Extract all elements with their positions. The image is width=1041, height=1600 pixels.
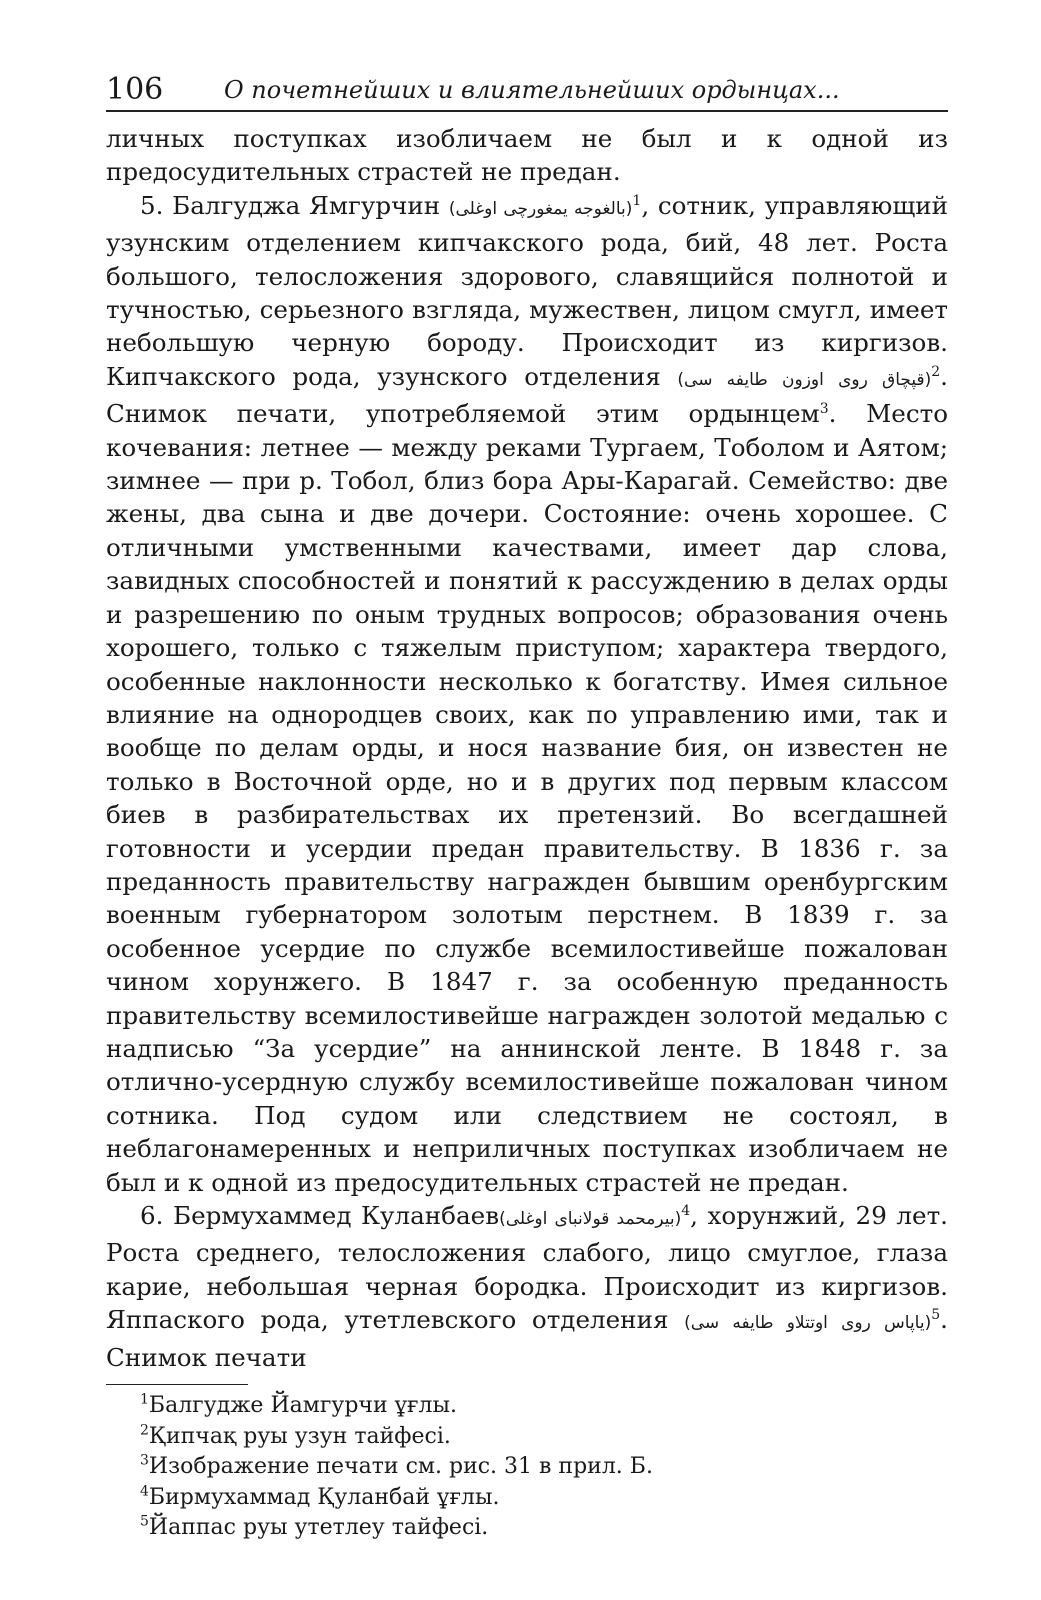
footnote-ref-3: 3 [819, 401, 829, 418]
book-page [106, 64, 948, 1544]
paragraph-continuation: личных поступках изобличаем не был и к одной из предосудительных страстей не предан. [106, 124, 948, 187]
page-number: 106 [106, 72, 164, 107]
footnote-4 [140, 1483, 948, 1514]
paragraph-entry-6 [106, 1199, 948, 1374]
footnote-1 [140, 1391, 948, 1422]
footnote-text: Бирмухаммад Қуланбай ұғлы. [148, 1484, 500, 1510]
footnote-ref-4: 4 [681, 1202, 691, 1219]
footnote-3 [140, 1452, 948, 1483]
footnotes [106, 1391, 948, 1544]
running-title: О почетнейших и влиятельнейших ордынцах... [224, 76, 840, 104]
footnote-text: Изображение печати см. рис. 31 в прил. Б. [148, 1454, 653, 1480]
footnote-rule [106, 1384, 248, 1385]
footnote-ref-5: 5 [931, 1307, 941, 1324]
page-header [106, 64, 948, 108]
footnote-2 [140, 1422, 948, 1453]
footnote-number: 3 [140, 1452, 149, 1469]
footnote-number: 4 [140, 1483, 149, 1500]
footnote-text: Йаппас руы утетлеу тайфесі. [148, 1515, 489, 1541]
footnote-text: Қипчақ руы узун тайфесі. [148, 1423, 451, 1449]
footnote-5 [140, 1513, 948, 1544]
entry-6-text-1: , хорунжий, 29 лет. Роста среднего, телосложения слабого, лицо смуглое, глаза карие, небольшая черная бородка. Происходит из киргизов. Яппаского рода, утетлевского отделения [106, 1201, 948, 1335]
entry-5-text-3: . Место кочевания: летнее — между реками Тургаем, Тоболом и Аятом; зимнее — при р. Тобол, близ бора Ары-Карагай. Семейство: две жены, два сына и две дочери. Состояние: очень хорошее. С отличными умственными качествами, имеет дар слова, завидных способностей и понятий к рассуждению в делах орды и разрешению по оным трудных вопросов; образования очень хорошего, только с тяжелым приступом; характера твердого, особенные наклонности несколько к богатству. Имея сильное влияние на однородцев своих, как по управлению ими, так и вообще по делам орды, и нося название бия, он известен не только в Восточной орде, но и в других под первым классом биев в разбирательствах их претензий. Во всегдашней готовности и усердии предан правительству. В 1836 г. за преданность правительству награжден бывшим оренбургским военным губернатором золотым перстнем. В 1839 г. за особенное усердие по службе всемилостивейше пожалован чином хорунжего. В 1847 г. за особенную преданность правительству всемилостивейше награжден золотой медалью с надписью “За усердие” на аннинской ленте. В 1848 г. за отлично-усердную службу всемилостивейше пожалован чином сотника. Под судом или следствием не состоял, в неблагонамеренных и неприличных поступках изобличаем не был и к одной из предосудительных страстей не предан. [106, 399, 949, 1197]
arabic-clan-entry-5: (قپچاق روی اوزون طایفه سی) [677, 369, 932, 390]
footnote-number: 1 [140, 1391, 149, 1408]
footnote-number: 5 [140, 1513, 149, 1530]
header-rule [106, 110, 948, 112]
entry-6-name: 6. Бермухаммед Куланбаев [140, 1201, 500, 1230]
footnote-number: 2 [140, 1422, 149, 1439]
entry-5-name: 5. Балгуджа Ямгурчин [140, 190, 441, 220]
entry-5-text-2: . Снимок печати, употребляемой этим ордынцем [106, 361, 948, 429]
arabic-name-entry-6: (بیرمحمد قولانبای اوغلی) [499, 1209, 682, 1229]
footnote-ref-2: 2 [931, 363, 941, 380]
footnote-ref-1: 1 [632, 192, 642, 209]
entry-6-text-2: . Снимок печати [106, 1305, 948, 1372]
footnote-text: Балгудже Йамгурчи ұғлы. [148, 1393, 458, 1419]
paragraph-entry-5 [106, 189, 948, 1199]
entry-5-text-1: , сотник, управляющий узунским отделением кипчакского рода, бий, 48 лет. Роста большого, телосложения здорового, славящийся полнотой и тучностью, серьезного взгляда, мужествен, лицом смугл, имеет небольшую черную бороду. Происходит из киргизов. Кипчакского рода, узунского отделения [106, 190, 948, 391]
main-text [106, 122, 948, 1374]
arabic-name-entry-5: (بالغوجه یمغورچی اوغلی) [448, 198, 633, 219]
arabic-clan-entry-6: (یاپاس روی اوتتلاو طایفه سی) [684, 1313, 932, 1334]
